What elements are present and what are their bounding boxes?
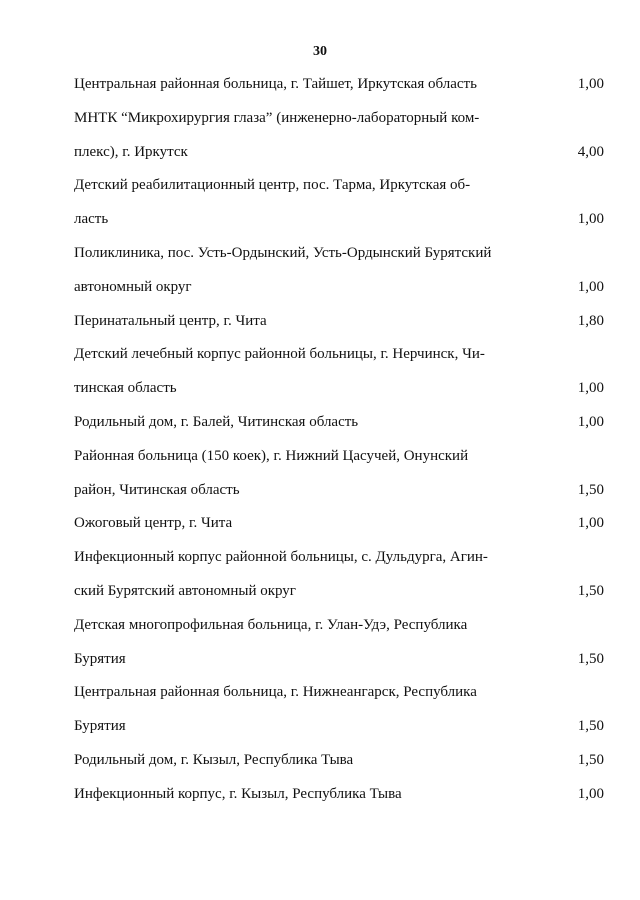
entry-value: 1,00: [577, 413, 604, 430]
entry-list: [74, 74, 604, 818]
entry-text: Инфекционный корпус районной больницы, с. Дульдурга, Агин-: [74, 549, 488, 566]
list-item: [74, 344, 604, 412]
entry-text: тинская область: [74, 380, 177, 397]
entry-line: [74, 750, 604, 784]
entry-text: МНТК “Микрохирургия глаза” (инженерно-лабораторный ком-: [74, 109, 480, 126]
entry-text: Детский реабилитационный центр, пос. Тарма, Иркутская об-: [74, 177, 471, 194]
entry-value: 1,50: [577, 582, 604, 599]
entry-line: [74, 175, 604, 209]
list-item: [74, 74, 604, 108]
list-item: [74, 682, 604, 750]
list-item: [74, 243, 604, 311]
entry-line: [74, 682, 604, 716]
entry-text: Бурятия: [74, 718, 126, 735]
list-item: [74, 446, 604, 514]
entry-value: 1,80: [577, 312, 604, 329]
entry-line: [74, 142, 604, 176]
list-item: [74, 412, 604, 446]
list-item: [74, 108, 604, 176]
entry-line: [74, 378, 604, 412]
list-item: [74, 750, 604, 784]
entry-text: район, Читинская область: [74, 481, 240, 498]
entry-line: [74, 784, 604, 818]
entry-value: 1,00: [577, 76, 604, 92]
list-item: [74, 513, 604, 547]
entry-text: ласть: [74, 211, 109, 228]
entry-value: 1,00: [577, 515, 604, 532]
list-item: [74, 547, 604, 615]
entry-value: 4,00: [577, 143, 604, 160]
entry-line: [74, 243, 604, 277]
entry-line: [74, 649, 604, 683]
list-item: [74, 311, 604, 345]
entry-line: [74, 311, 604, 345]
entry-text: Инфекционный корпус, г. Кызыл, Республика Тыва: [74, 785, 402, 802]
entry-text: Детская многопрофильная больница, г. Улан-Удэ, Республика: [74, 616, 468, 633]
entry-text: Перинатальный центр, г. Чита: [74, 312, 267, 329]
list-item: [74, 784, 604, 818]
entry-line: [74, 344, 604, 378]
entry-value: 1,00: [577, 278, 604, 295]
list-item: [74, 175, 604, 243]
entry-line: [74, 277, 604, 311]
entry-text: плекс), г. Иркутск: [74, 143, 188, 160]
entry-line: [74, 581, 604, 615]
entry-line: [74, 615, 604, 649]
entry-text: Центральная районная больница, г. Тайшет, Иркутская область: [74, 76, 477, 92]
entry-line: [74, 209, 604, 243]
entry-line: [74, 547, 604, 581]
entry-value: 1,50: [577, 751, 604, 768]
entry-line: [74, 74, 604, 108]
entry-line: [74, 446, 604, 480]
entry-value: 1,00: [577, 785, 604, 802]
entry-value: 1,50: [577, 481, 604, 498]
entry-text: Родильный дом, г. Кызыл, Республика Тыва: [74, 751, 354, 768]
entry-text: Детский лечебный корпус районной больницы, г. Нерчинск, Чи-: [74, 346, 485, 363]
entry-line: [74, 716, 604, 750]
entry-text: Поликлиника, пос. Усть-Ордынский, Усть-Ордынский Бурятский: [74, 244, 492, 261]
entry-line: [74, 480, 604, 514]
entry-value: 1,00: [577, 211, 604, 228]
entry-text: Бурятия: [74, 650, 126, 667]
page-number: 30: [313, 44, 327, 59]
entry-text: автономный округ: [74, 278, 192, 295]
entry-value: 1,50: [577, 650, 604, 667]
entry-value: 1,50: [577, 718, 604, 735]
entry-value: 1,00: [577, 380, 604, 397]
entry-line: [74, 513, 604, 547]
list-item: [74, 615, 604, 683]
entry-text: Родильный дом, г. Балей, Читинская область: [74, 413, 359, 430]
entry-text: ский Бурятский автономный округ: [74, 582, 296, 599]
entry-text: Районная больница (150 коек), г. Нижний Цасучей, Онунский: [74, 447, 469, 464]
entry-line: [74, 412, 604, 446]
entry-text: Ожоговый центр, г. Чита: [74, 515, 233, 532]
entry-text: Центральная районная больница, г. Нижнеангарск, Республика: [74, 684, 477, 701]
entry-line: [74, 108, 604, 142]
